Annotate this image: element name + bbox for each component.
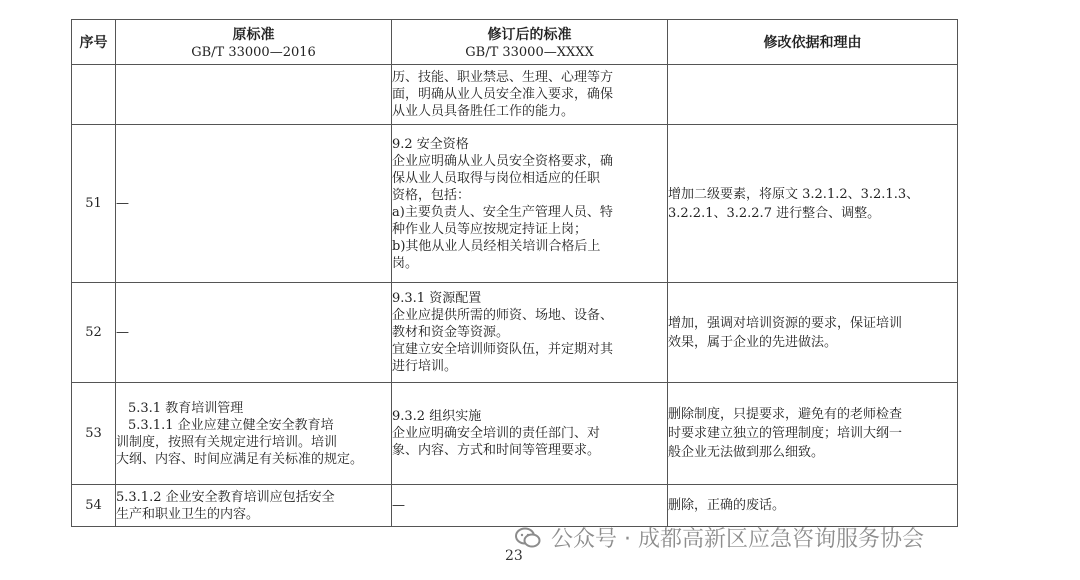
revised-line: 从业人员具备胜任工作的能力。 (392, 104, 575, 119)
row-revised (392, 383, 668, 485)
row-seq: 53 (72, 383, 116, 485)
revised-line: 9.3.1 资源配置 (392, 291, 482, 306)
watermark-text: 公众号 · 成都高新区应急咨询服务协会 (551, 527, 924, 552)
original-line: 训制度，按照有关规定进行培训。培训 (116, 434, 338, 450)
row-revised: — (392, 485, 668, 527)
reason-line: 删除，正确的废话。 (668, 498, 786, 513)
header-seq: 序号 (72, 20, 116, 65)
revised-line: 资格，包括： (392, 187, 471, 203)
revision-comparison-table (71, 19, 958, 527)
table-row (72, 485, 958, 527)
revised-line: 企业应提供所需的师资、场地、设备、 (392, 308, 614, 323)
revised-line: 9.3.2 组织实施 (392, 409, 482, 424)
reason-line: 删除制度，只提要求，避免有的老师检查 (668, 407, 903, 422)
revised-line: 岗。 (392, 255, 419, 271)
row-revised (392, 65, 668, 125)
revised-line: a)主要负责人、安全生产管理人员、特 (392, 204, 613, 220)
original-line: 生产和职业卫生的内容。 (116, 506, 260, 522)
row-revised (392, 125, 668, 283)
page-number: 23 (505, 548, 523, 564)
revised-line: 保从业人员取得与岗位相适应的任职 (392, 170, 601, 186)
row-seq: 51 (72, 125, 116, 283)
original-line: 大纲、内容、时间应满足有关标准的规定。 (116, 451, 364, 467)
revised-line: 宜建立安全培训师资队伍，并定期对其 (392, 342, 614, 357)
original-line: 5.3.1 教育培训管理 (128, 400, 244, 416)
header-original-standard (116, 20, 392, 65)
row-reason (668, 383, 958, 485)
row-seq (72, 65, 116, 125)
wechat-icon (515, 527, 541, 549)
row-revised (392, 283, 668, 383)
table-row (72, 125, 958, 283)
table-row (72, 65, 958, 125)
original-line: 5.3.1.1 企业应建立健全安全教育培 (128, 417, 334, 433)
header-original-title: 原标准 (232, 27, 275, 43)
revised-line: 9.2 安全资格 (392, 136, 469, 152)
row-seq: 52 (72, 283, 116, 383)
revised-line: 种作业人员等应按规定持证上岗； (392, 221, 588, 237)
header-original-code: GB/T 33000—2016 (191, 45, 316, 60)
header-reason: 修改依据和理由 (668, 20, 958, 65)
row-original: — (116, 283, 392, 383)
reason-line: 增加二级要素，将原文 3.2.1.2、3.2.1.3、 (668, 186, 920, 202)
reason-line: 增加，强调对培训资源的要求，保证培训 (668, 315, 903, 331)
revised-line: 企业应明确安全培训的责任部门、对 (392, 426, 601, 441)
table-row (72, 283, 958, 383)
revised-line: 历、技能、职业禁忌、生理、心理等方 (392, 70, 614, 85)
reason-line: 3.2.2.1、3.2.2.7 进行整合、调整。 (668, 205, 881, 221)
row-seq: 54 (72, 485, 116, 527)
revised-line: b)其他从业人员经相关培训合格后上 (392, 238, 601, 254)
header-revised-code: GB/T 33000—XXXX (465, 45, 594, 60)
original-line: 5.3.1.2 企业安全教育培训应包括安全 (116, 489, 335, 505)
row-reason (668, 283, 958, 383)
row-original: — (116, 125, 392, 283)
row-reason (668, 125, 958, 283)
revised-line: 象、内容、方式和时间等管理要求。 (392, 443, 601, 458)
reason-line: 时要求建立独立的管理制度；培训大纲一 (668, 426, 903, 441)
row-reason (668, 65, 958, 125)
wechat-watermark (515, 522, 924, 553)
revised-line: 教材和资金等资源。 (392, 325, 510, 340)
revised-line: 面，明确从业人员安全准入要求，确保 (392, 87, 614, 102)
row-original (116, 65, 392, 125)
row-original (116, 383, 392, 485)
table-row (72, 383, 958, 485)
reason-line: 效果，属于企业的先进做法。 (668, 334, 838, 350)
revised-line: 进行培训。 (392, 359, 458, 374)
reason-line: 般企业无法做到那么细致。 (668, 445, 825, 460)
header-row (72, 20, 958, 65)
header-revised-title: 修订后的标准 (487, 27, 572, 43)
revised-line: 企业应明确从业人员安全资格要求，确 (392, 153, 614, 169)
row-reason (668, 485, 958, 527)
row-original (116, 485, 392, 527)
header-revised-standard (392, 20, 668, 65)
